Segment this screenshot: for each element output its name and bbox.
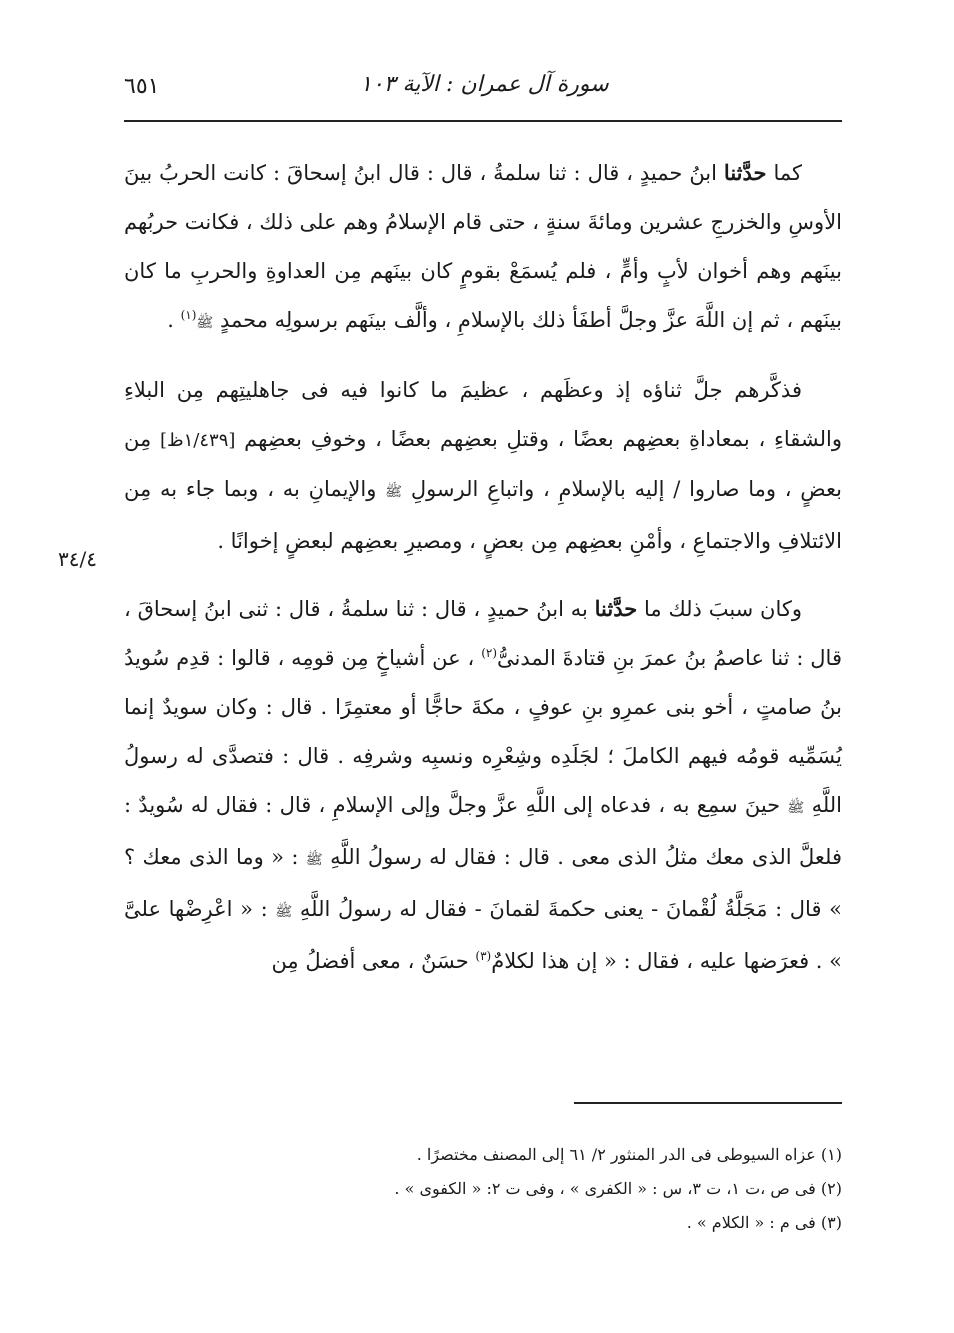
running-head: سورة آل عمران : الآية ١٠٣ xyxy=(360,72,609,97)
p3-text-3: حينَ سمِع به ، فدعاه إلى اللَّهِ عزَّ وجلَّ وإلى الإسلامِ ، قال : فقال له سُويدٌ : فلعلَّ الذى معك مثلُ الذى معى . قال : فقال له رسولُ اللَّهِ xyxy=(124,793,842,869)
salutation-mark: ﷺ xyxy=(275,904,293,920)
p3-text-2: ، عن أشياخٍ مِن قومِه ، قالوا : قدِم سُويدُ بنُ صامتٍ ، أخو بنى عمرِو بنِ عوفٍ ، مكةَ حاجًّا أو معتمِرًا . قال : وكان سويدٌ إنما يُسَمِّيه قومُه فيهم الكاملَ ؛ لجَلَدِه وشِعْرِه ونسبِه وشرفِه . قال : فتصدَّى له رسولُ اللَّهِ xyxy=(124,646,843,817)
footnote-1: (١) عزاه السيوطى فى الدر المنثور ٢/ ٦١ إلى المصنف مختصرًا . xyxy=(416,1145,842,1164)
paragraph-1 xyxy=(124,148,842,348)
p3-text-5: : « اعْرِضْها علىَّ » . فعرَضها عليه ، فقال : « إن هذا لكلامٌ xyxy=(124,897,842,973)
p3-pre: وكان سببَ ذلك ما xyxy=(637,597,803,621)
manuscript-ref: [١/٤٣٩ظ] xyxy=(159,430,236,451)
p2-text-1: فذكَّرهم جلَّ ثناؤه إذ وعظَهم ، عظيمَ ما كانوا فيه فى جاهليتِهم مِن البلاءِ والشقاءِ ، بمعاداةِ بعضِهم بعضًا ، وقتلِ بعضِهم بعضًا ، وخوفِ بعضِهم xyxy=(124,378,842,451)
salutation-mark: ﷺ xyxy=(385,484,403,500)
footnote-3: (٣) فى م : « الكلام » . xyxy=(686,1213,842,1232)
footnote-2: (٢) فى ص ،ت ١، ت ٣، س : « الكفرى » ، وفى ت ٢: « الكفوى » . xyxy=(394,1179,842,1198)
footnote-ref-3[interactable]: (٣) xyxy=(475,949,492,963)
paragraph-3 xyxy=(124,584,842,986)
p1-end: . xyxy=(167,308,181,332)
main-text xyxy=(124,148,842,986)
footnotes xyxy=(124,1140,842,1242)
p1-haddathana: حدَّثنا xyxy=(723,160,767,185)
p3-text-6: حسَنٌ ، معى أفضلُ مِن xyxy=(271,949,476,973)
footnote-rule xyxy=(574,1102,842,1104)
margin-volume-page: ٣٤/٤ xyxy=(58,547,97,571)
footnote-ref-1[interactable]: (١) xyxy=(180,308,197,322)
paragraph-2 xyxy=(124,366,842,566)
salutation-mark: ﷺ xyxy=(196,315,214,331)
salutation-mark: ﷺ xyxy=(787,800,805,816)
header-rule xyxy=(124,120,842,122)
p1-pre: كما xyxy=(766,161,802,185)
p3-text-1: به ابنُ حميدٍ ، قال : ثنا سلمةُ ، قال : ثنى ابنُ إسحاقَ ، قال : ثنا عاصمُ بنُ عمرَ بنِ قتادةَ المدنىُّ xyxy=(124,597,842,670)
p3-text-4: : « وما الذى معك ؟ » قال : مَجَلَّةُ لُقْمانَ - يعنى حكمةَ لقمانَ - فقال له رسولُ اللَّهِ xyxy=(124,845,842,921)
page-number: ٦٥١ xyxy=(124,74,160,99)
p2-text-3: والإيمانِ به ، وبما جاء به مِن الائتلافِ والاجتماعِ ، وأمْنِ بعضِهم مِن بعضٍ ، ومصيرِ بعضِهم لبعضٍ إخوانًا . xyxy=(124,477,842,553)
footnote-ref-2[interactable]: (٢) xyxy=(481,646,498,660)
p2-text-2: مِن بعضٍ ، وما صاروا / إليه بالإسلامِ ، واتباعِ الرسولِ xyxy=(124,427,842,501)
p3-haddathana: حدَّثنا xyxy=(594,596,638,621)
p1-text: ابنُ حميدٍ ، قال : ثنا سلمةُ ، قال : قال ابنُ إسحاقَ : كانت الحربُ بينَ الأوسِ والخزرجِ عشرين ومائةَ سنةٍ ، حتى قام الإسلامُ وهم على ذلك ، فكانت حربُهم بينَهم وهم أخوان لأبٍ وأمٍّ ، فلم يُسمَعْ بقومٍ كان بينَهم مِن العداوةِ والحربِ ما كان بينَهم ، ثم إن اللَّهَ عزَّ وجلَّ أطفَأ ذلك بالإسلامِ ، وألَّف بينَهم برسولِه محمدٍ xyxy=(124,161,842,332)
salutation-mark: ﷺ xyxy=(305,852,323,868)
